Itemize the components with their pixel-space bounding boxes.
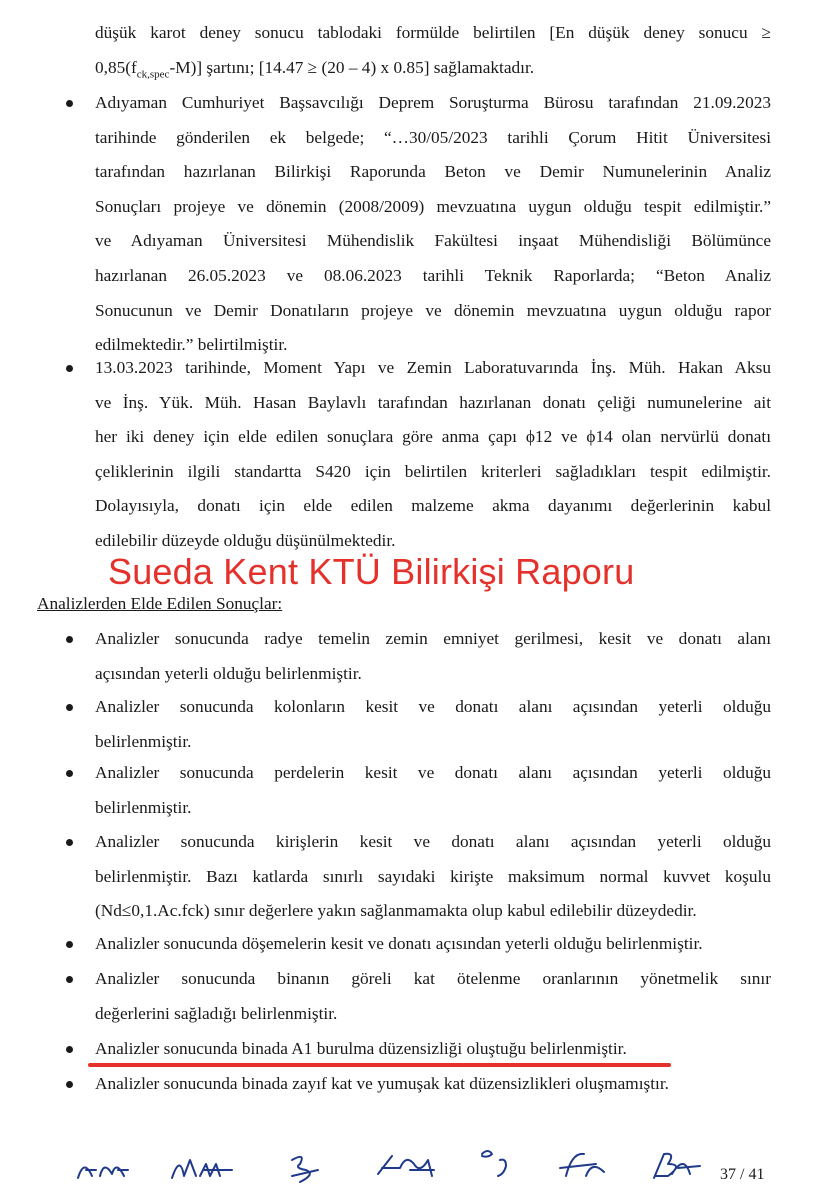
list-item: Analizler sonucunda binada zayıf kat ve yumuşak kat düzensizlikleri oluşmamıştır. bbox=[95, 1074, 669, 1093]
signature-3 bbox=[292, 1157, 318, 1182]
bullet-icon bbox=[66, 1046, 73, 1053]
signature-6 bbox=[560, 1154, 604, 1176]
section-heading: Analizlerden Elde Edilen Sonuçlar: bbox=[37, 594, 283, 613]
bullet-icon bbox=[66, 1081, 73, 1088]
bullet-icon bbox=[66, 976, 73, 983]
signature-4 bbox=[378, 1156, 434, 1176]
bullet-icon bbox=[66, 770, 73, 777]
list-item: Analizler sonucunda binada A1 burulma düzensizliği oluştuğu belirlenmiştir. bbox=[95, 1039, 627, 1058]
intro-line-2: $0,85(f_{ck,spec}-M)$] şartını; [14.47 ≥ (20 – 4) x 0.85] sağlamaktadır. bbox=[95, 57, 535, 81]
list-item: Adıyaman Cumhuriyet Başsavcılığı Deprem Soruşturma Bürosu tarafından 21.09.2023 tarihinde gönderilen ek belgede; “…30/05/2023 tarihli Çorum Hitit Üniversitesi tarafından hazırlanan Bilirkişi Raporunda Beton ve Demir Numunelerinin Analiz Sonuçları projeye ve dönemin (2008/2009) mevzuatına uygun olduğu tespit edilmiştir.” ve Adıyaman Üniversitesi Mühendislik Fakültesi inşaat Mühendisliği Bölümünce hazırlanan 26.05.2023 ve 08.06.2023 tarihli Teknik Raporlarda; “Beton Analiz Sonucunun ve Demir Donatıların projeye ve dönemin mevzuatına uygun olduğu rapor edilmektedir.” belirtilmiştir. bbox=[95, 93, 771, 355]
list-item: Analizler sonucunda radye temelin zemin emniyet gerilmesi, kesit ve donatı alanı açısından yeterli olduğu belirlenmiştir. bbox=[95, 629, 771, 683]
list-item: Analizler sonucunda kolonların kesit ve donatı alanı açısından yeterli olduğu belirlenmiştir. bbox=[95, 697, 771, 751]
bullet-icon bbox=[66, 839, 73, 846]
bullet-icon bbox=[66, 636, 73, 643]
intro-line-1: düşük karot deney sonucu tablodaki formülde belirtilen [En düşük deney sonucu ≥ bbox=[95, 23, 771, 42]
signature-1 bbox=[78, 1167, 128, 1178]
list-item: 13.03.2023 tarihinde, Moment Yapı ve Zemin Laboratuvarında İnş. Müh. Hakan Aksu ve İnş. Yük. Müh. Hasan Baylavlı tarafından hazırlanan donatı çeliği numunelerine ait her iki deney için elde edilen sonuçlara göre anma çapı ϕ12 ve ϕ14 olan nervürlü donatı çeliklerinin ilgili standartta S420 için belirtilen kriterleri sağladıkları tespit edilmiştir. Dolayısıyla, donatı için elde edilen malzeme akma dayanımı değerlerinin kabul edilebilir düzeyde olduğu düşünülmektedir. bbox=[95, 358, 771, 550]
bullet-icon bbox=[66, 704, 73, 711]
signature-2 bbox=[172, 1160, 232, 1178]
signature-5 bbox=[482, 1151, 506, 1176]
page-number: 37 / 41 bbox=[720, 1166, 765, 1183]
overlay-title: Sueda Kent KTÜ Bilirkişi Raporu bbox=[108, 551, 635, 592]
bullet-icon bbox=[66, 941, 73, 948]
list-item: Analizler sonucunda binanın göreli kat ötelenme oranlarının yönetmelik sınır değerlerini sağladığı belirlenmiştir. bbox=[95, 969, 771, 1023]
bullet-icon bbox=[66, 100, 73, 107]
intro-paragraph bbox=[95, 16, 771, 92]
list-item: Analizler sonucunda döşemelerin kesit ve donatı açısından yeterli olduğu belirlenmiştir. bbox=[95, 934, 703, 953]
list-item: Analizler sonucunda perdelerin kesit ve donatı alanı açısından yeterli olduğu belirlenmiştir. bbox=[95, 763, 771, 817]
signature-7 bbox=[654, 1154, 700, 1178]
bullet-icon bbox=[66, 365, 73, 372]
list-item: Analizler sonucunda kirişlerin kesit ve donatı alanı açısından yeterli olduğu belirlenmiştir. Bazı katlarda sınırlı sayıdaki kirişte maksimum normal kuvvet koşulu (Nd≤0,1.Ac.fck) sınır değerlere yakın sağlanmamakta olup kabul edilebilir düzeydedir. bbox=[95, 832, 771, 921]
signature-row bbox=[0, 1130, 820, 1190]
